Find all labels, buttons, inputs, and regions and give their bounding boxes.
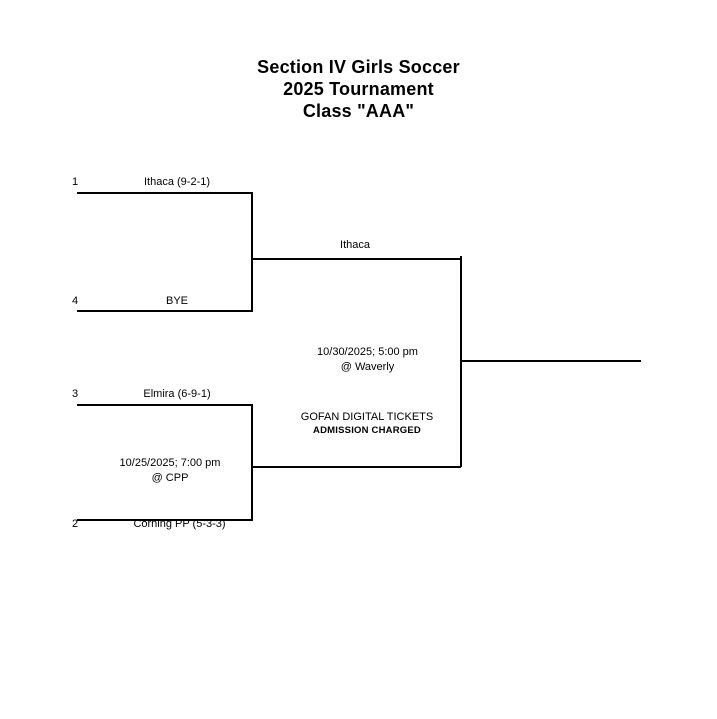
bracket-line-seed1 <box>77 192 252 194</box>
bracket-line-seed3 <box>77 404 252 406</box>
ticket-provider: GOFAN DIGITAL TICKETS <box>300 411 434 423</box>
seed-3: 3 <box>72 388 79 400</box>
seed-2: 2 <box>72 518 79 530</box>
final-location: @ Waverly <box>340 361 395 373</box>
semifinal-lower-date: 10/25/2025; 7:00 pm <box>119 457 221 469</box>
page-title <box>0 56 717 122</box>
final-date: 10/30/2025; 5:00 pm <box>317 346 418 358</box>
seed-4: 4 <box>72 295 79 307</box>
final-game-info <box>275 345 460 375</box>
team-seed-1: Ithaca (9-2-1) <box>143 176 211 188</box>
title-line-3: Class "AAA" <box>302 101 415 121</box>
bracket-line-seed4 <box>77 310 252 312</box>
title-line-2: 2025 Tournament <box>283 79 434 99</box>
team-seed-4: BYE <box>165 295 188 307</box>
semifinal-top-winner: Ithaca <box>340 239 370 251</box>
team-seed-2: Corning PP (5-3-3) <box>133 518 226 530</box>
semifinal-lower-info <box>90 456 250 486</box>
bracket-line-semifinal-top <box>251 258 461 260</box>
seed-1: 1 <box>72 176 79 188</box>
bracket-line-semifinal-bottom <box>251 466 461 468</box>
ticket-note <box>267 410 467 438</box>
bracket-connector-top <box>251 192 253 312</box>
bracket-connector-bottom <box>251 404 253 521</box>
semifinal-lower-location: @ CPP <box>151 472 189 484</box>
admission-note: ADMISSION CHARGED <box>313 425 421 436</box>
bracket-line-champion <box>460 360 641 362</box>
team-seed-3: Elmira (6-9-1) <box>143 388 211 400</box>
title-line-1: Section IV Girls Soccer <box>257 57 460 77</box>
